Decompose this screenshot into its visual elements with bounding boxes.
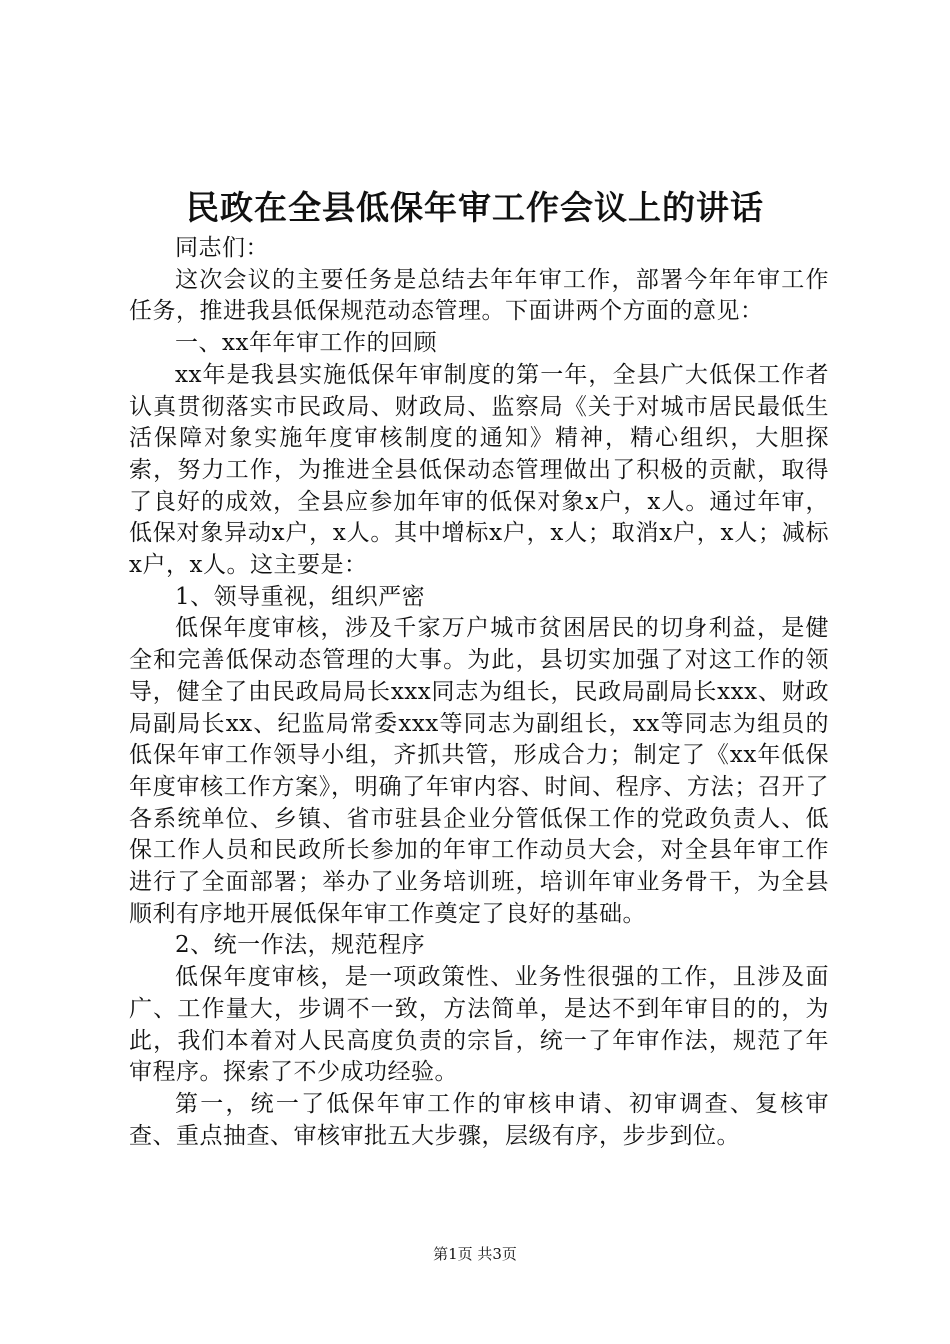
document-title: 民政在全县低保年审工作会议上的讲话 xyxy=(186,188,764,227)
subheading-unified-method: 2、统一作法，规范程序 xyxy=(175,932,426,959)
paragraph-review-summary: xx年是我县实施低保年审制度的第一年，全县广大低保工作者认真贯彻落实市民政局、财政局、监察局《关于对城市居民最低生活保障对象实施年度审核制度的通知》精神，精心组织，大胆探索，努力工作，为推进全县低保动态管理做出了积极的贡献，取得了良好的成效，全县应参加年审的低保对象x户，x人。通过年审，低保对象异动x户，x人。其中增标x户，x人；取消x户，x人；减标x户，x人。这主要是： xyxy=(129,361,829,579)
paragraph-leadership: 低保年度审核，涉及千家万户城市贫困居民的切身利益，是健全和完善低保动态管理的大事。为此，县切实加强了对这工作的领导，健全了由民政局局长xxx同志为组长，民政局副局长xxx、财政局副局长xx、纪监局常委xxx等同志为副组长，xx等同志为组员的低保年审工作领导小组，齐抓共管，形成合力；制定了《xx年低保年度审核工作方案》，明确了年审内容、时间、程序、方法；召开了各系统单位、乡镇、省市驻县企业分管低保工作的党政负责人、低保工作人员和民政所长参加的年审工作动员大会，对全县年审工作进行了全面部署；举办了业务培训班，培训年审业务骨干，为全县顺利有序地开展低保年审工作奠定了良好的基础。 xyxy=(129,615,829,927)
section-heading-review: 一、xx年年审工作的回顾 xyxy=(175,330,437,357)
subheading-leadership: 1、领导重视，组织严密 xyxy=(175,583,426,610)
page-footer: 第1页 共3页 xyxy=(433,1245,517,1263)
paragraph-first-step: 第一，统一了低保年审工作的审核申请、初审调查、复核审查、重点抽查、审核审批五大步骤，层级有序，步步到位。 xyxy=(129,1090,829,1149)
paragraph-greeting: 同志们： xyxy=(175,235,269,261)
paragraph-unified-method: 低保年度审核，是一项政策性、业务性很强的工作，且涉及面广、工作量大，步调不一致，方法简单，是达不到年审目的的，为此，我们本着对人民高度负责的宗旨，统一了年审作法，规范了年审程序。探索了不少成功经验。 xyxy=(129,964,829,1086)
paragraph-intro: 这次会议的主要任务是总结去年年审工作，部署今年年审工作任务，推进我县低保规范动态管理。下面讲两个方面的意见： xyxy=(129,266,829,325)
document-body xyxy=(129,233,829,1152)
